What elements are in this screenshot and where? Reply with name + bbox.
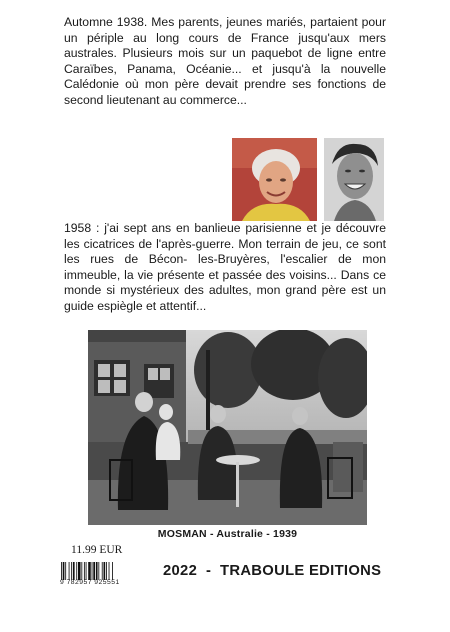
photo-caption: MOSMAN - Australie - 1939 xyxy=(157,528,298,540)
price-label: 11.99 EUR xyxy=(71,544,123,556)
photo-smiling-man xyxy=(324,138,384,221)
paragraph-autumn-1938: Automne 1938. Mes parents, jeunes mariés, partaient pour un périple au long cours de France jusqu'aux mers australes. Plusieurs mois sur un paquebot de ligne entre Caraïbes, Panama, Océanie... et jusqu'à la nouvelle Calédonie où mon père devait prendre ses fonctions de second lieutenant au commerce... xyxy=(64,15,386,107)
barcode-number: 9 782957 925551 xyxy=(60,579,120,586)
photo-group-mosman-1939 xyxy=(88,330,367,525)
photo-elderly-woman xyxy=(232,138,317,221)
barcode-icon xyxy=(60,562,140,592)
publisher-line: 2022 - TRABOULE EDITIONS xyxy=(163,563,382,579)
paragraph-1958: 1958 : j'ai sept ans en banlieue parisienne et je découvre les cicatrices de l'après-guerre. Mon terrain de jeu, ce sont les rues de Bécon- les-Bruyères, l'escalier de mon immeuble, la vie présente et passée des voisins... Dans ce monde si mystérieux des adultes, mon grand père est un guide espiègle et attentif... xyxy=(64,221,386,313)
